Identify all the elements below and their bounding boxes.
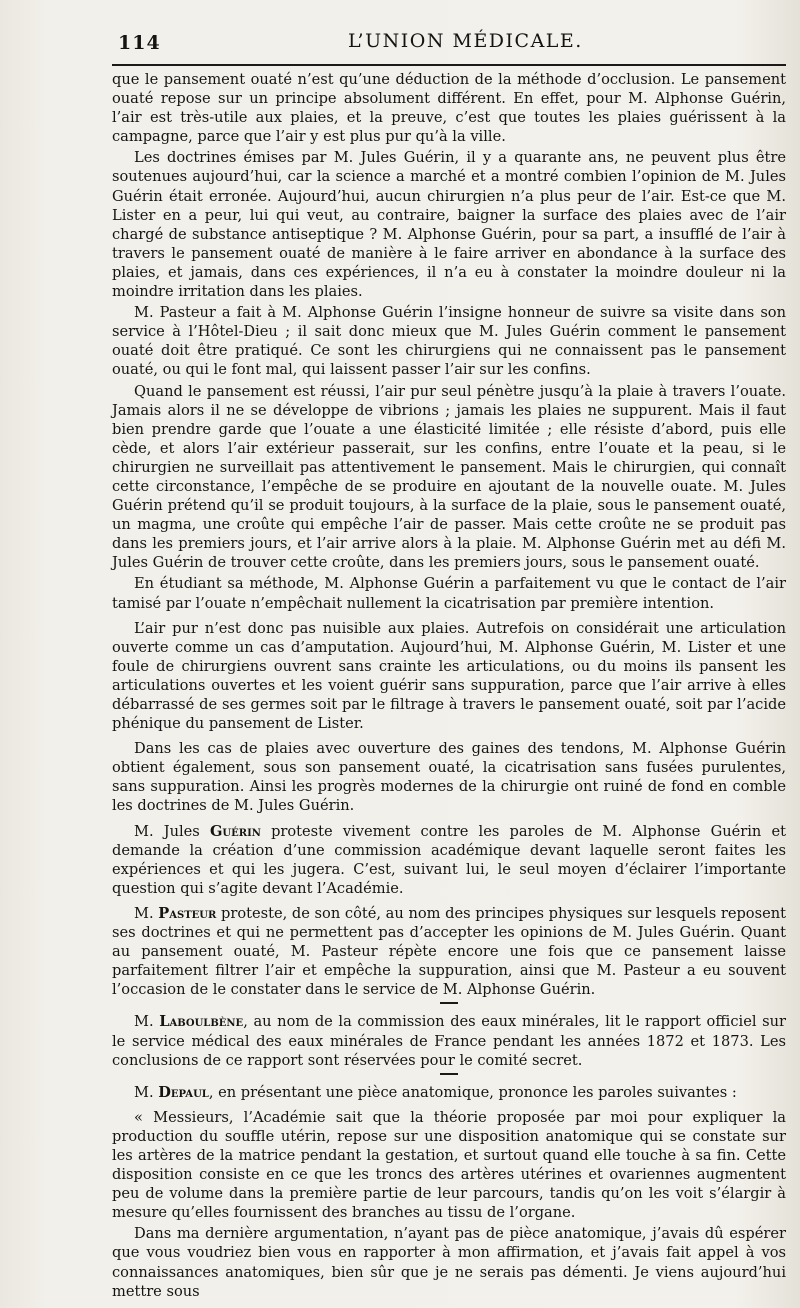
speaker-paragraph bbox=[112, 1012, 786, 1069]
speaker-name: Pasteur bbox=[158, 904, 217, 922]
section-separator bbox=[440, 1073, 458, 1075]
page-header bbox=[118, 30, 778, 60]
quoted-paragraph: « Messieurs, l’Académie sait que la théorie proposée par moi pour expliquer la production du souffle utérin, repose sur une disposition anatomique qui se constate sur les artères de la matrice pendant la gestation, et surtout quand elle touche à sa fin. Cette disposition consiste en ce que les troncs des artères utérines et ovariennes augmentent peu de volume dans la première partie de leur parcours, tandis qu’on les voit s’élargir à mesure qu’elles fournissent des branches au tissu de l’organe. bbox=[112, 1108, 786, 1222]
paragraph: M. Pasteur a fait à M. Alphonse Guérin l’insigne honneur de suivre sa visite dans son service à l’Hôtel-Dieu ; il sait donc mieux que M. Jules Guérin comment le pansement ouaté doit être pratiqué. Ce sont les chirurgiens qui ne connaissent pas le pansement ouaté, ou qui le font mal, qui laissent passer l’air sur les confins. bbox=[112, 304, 786, 379]
speaker-prefix: M. bbox=[134, 1013, 160, 1031]
quoted-paragraph: Dans ma dernière argumentation, n’ayant pas de pièce anatomique, j’avais dû espérer que vous voudriez bien vous en rapporter à mon affirmation, et j’avais fait appel à vos connaissances anatomiques, bien sûr que je ne serais pas démenti. Je viens aujourd’hui mettre sous bbox=[112, 1225, 786, 1300]
speaker-name: Laboulbène bbox=[159, 1013, 244, 1031]
running-title: L’UNION MÉDICALE. bbox=[348, 30, 583, 52]
paragraph: Quand le pansement est réussi, l’air pur seul pénètre jusqu’à la plaie à travers l’ouate. Jamais alors il ne se développe de vibrions ; jamais les plaies ne suppurent. Mais il faut bien prendre garde que l’ouate a une élasticité limitée ; elle résiste d’abord, puis elle cède, et alors l’air extérieur passerait, sur les confins, entre l’ouate et la peau, si le chirurgien ne surveillait pas attentivement le pansement. Mais le chirurgien, qui connaît cette circonstance, l’empêche de se produire en ajoutant de la nouvelle ouate. M. Jules Guérin prétend qu’il se produit toujours, à la surface de la plaie, sous le pansement ouaté, un magma, une croûte qui empêche l’air de passer. Mais cette croûte ne se produit pas dans les premiers jours, et l’air arrive alors à la plaie. M. Alphonse Guérin met au défi M. Jules Guérin de trouver cette croûte, dans les premiers jours, sous le pansement ouaté. bbox=[112, 382, 786, 572]
speaker-name: Guérin bbox=[209, 822, 261, 840]
speaker-paragraph bbox=[112, 822, 786, 898]
paragraph: Les doctrines émises par M. Jules Guérin, il y a quarante ans, ne peuvent plus être soutenues aujourd’hui, car la science a marché et a montré combien l’opinion de M. Jules Guérin était erronée. Aujourd’hui, aucun chirurgien n’a plus peur de l’air. Est-ce que M. Lister en a peur, lui qui veut, au contraire, baigner la surface des plaies avec de l’air chargé de substance antiseptique ? M. Alphonse Guérin, pour sa part, a insufflé de l’air à travers le pansement ouaté de manière à le faire arriver en abondance à la surface des plaies, et jamais, dans ces expériences, il n’a eu à constater la moindre douleur ni la moindre irritation dans les plaies. bbox=[112, 149, 786, 301]
speaker-text: proteste vivement contre les paroles de M. Alphonse Guérin et demande la création d’une commission académique devant laquelle seront faites les expériences et qui les jugera. C’est, suivant lui, le seul moyen d’éclairer l’importante question qui s’agite devant l’Académie. bbox=[112, 822, 786, 897]
section-separator bbox=[440, 1002, 458, 1004]
speaker-text: , au nom de la commission des eaux minérales, lit le rapport officiel sur le service médical des eaux minérales de France pendant les années 1872 et 1873. Les conclusions de ce rapport sont réservées pour le comité secret. bbox=[112, 1013, 786, 1069]
paragraph: L’air pur n’est donc pas nuisible aux plaies. Autrefois on considérait une articulation ouverte comme un cas d’amputation. Aujourd’hui, M. Alphonse Guérin, M. Lister et une foule de chirurgiens ouvrent sans crainte les articulations, ou du moins ils pansent les articulations ouvertes et les voient guérir sans suppuration, parce que l’air arrive à elles débarrassé de ses germes soit par le filtrage à travers le pansement ouaté, soit par l’acide phénique du pansement de Lister. bbox=[112, 619, 786, 733]
paragraph: En étudiant sa méthode, M. Alphonse Guérin a parfaitement vu que le contact de l’air tamisé par l’ouate n’empêchait nullement la cicatrisation par première intention. bbox=[112, 575, 786, 612]
speaker-prefix: M. Jules bbox=[134, 822, 210, 840]
speaker-prefix: M. bbox=[134, 904, 159, 922]
speaker-text: , en présentant une pièce anatomique, prononce les paroles suivantes : bbox=[208, 1083, 737, 1101]
header-rule bbox=[112, 64, 786, 66]
paragraph: que le pansement ouaté n’est qu’une déduction de la méthode d’occlusion. Le pansement ouaté repose sur un principe absolument différent. En effet, pour M. Alphonse Guérin, l’air est très-utile aux plaies, et la preuve, c’est que toutes les plaies guérissent à la campagne, parce que l’air y est plus pur qu’à la ville. bbox=[112, 71, 786, 146]
speaker-text: proteste, de son côté, au nom des principes physiques sur lesquels reposent ses doctrines et qui ne permettent pas d’accepter les opinions de M. Jules Guérin. Quant au pansement ouaté, M. Pasteur répète encore une fois que ce pansement laisse parfaitement filtrer l’air et empêche la suppuration, ainsi que M. Pasteur a eu souvent l’occasion de le constater dans le service de M. Alphonse Guérin. bbox=[112, 904, 786, 999]
speaker-name: Depaul bbox=[158, 1083, 209, 1101]
speaker-paragraph bbox=[112, 904, 786, 999]
speaker-paragraph bbox=[112, 1083, 786, 1102]
article-body bbox=[112, 70, 786, 1303]
page-number: 114 bbox=[118, 32, 161, 54]
paragraph: Dans les cas de plaies avec ouverture des gaines des tendons, M. Alphonse Guérin obtient également, sous son pansement ouaté, la cicatrisation sans fusées purulentes, sans suppuration. Ainsi les progrès modernes de la chirurgie ont ruiné de fond en comble les doctrines de M. Jules Guérin. bbox=[112, 740, 786, 815]
speaker-prefix: M. bbox=[134, 1083, 159, 1101]
